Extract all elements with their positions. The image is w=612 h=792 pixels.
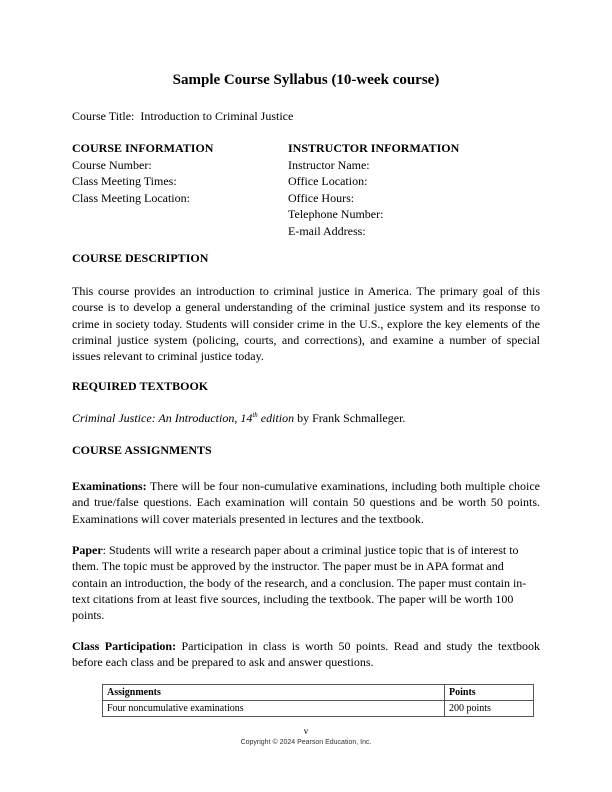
office-hours-field: Office Hours: [288,190,355,205]
examinations-text: There will be four non-cumulative examinations, including both multiple choice and true/false questions. Each examination will contain 50 questions and be worth 50 points. Examinations will cover materials presented in lectures and the textbook. [72,479,540,526]
table-row [103,701,534,717]
course-information [72,140,213,206]
textbook-edition-word: edition [257,411,295,425]
assignments-table [102,684,534,717]
course-information-heading: COURSE INFORMATION [72,141,214,155]
course-description-text: This course provides an introduction to criminal justice in America. The primary goal of this course is to develop a general understanding of the criminal justice system and its response to crime in society today. Students will consider crime in the U.S., explore the key elements of the criminal justice system (policing, courts, and corrections), and examine a number of special issues relevant to criminal justice today. [72,284,540,364]
instructor-information-heading: INSTRUCTOR INFORMATION [288,141,460,155]
page-title: Sample Course Syllabus (10-week course) [172,72,440,88]
paper-text: : Students will write a research paper about a criminal justice topic that is of interest to them. The topic must be approved by the instructor. The paper must be in APA format and contain an introduction, the body of the research, and a conclusion. The paper must contain in-text citations from at least five sources, including the textbook. The paper will be worth 100 points. [72,543,527,623]
paper-paragraph [72,542,542,623]
points-cell: 200 points [445,701,534,717]
course-title-label: Course Title: [72,109,135,123]
course-assignments-heading: COURSE ASSIGNMENTS [72,443,212,457]
email-address-field: E-mail Address: [288,223,366,238]
participation-text: Participation in class is worth 50 points. Read and study the textbook before each class and be prepared to ask and answer questions. [72,639,540,670]
textbook-author: by Frank Schmalleger. [294,411,406,425]
textbook-edition-suffix: th [252,411,258,419]
required-textbook-heading: REQUIRED TEXTBOOK [72,379,209,393]
telephone-number-field: Telephone Number: [288,207,384,221]
required-textbook-citation [72,411,405,426]
examinations-paragraph [72,478,540,527]
office-location-field: Office Location: [288,174,368,188]
course-title-value: Introduction to Criminal Justice [140,109,294,123]
points-column-header: Points [445,685,534,701]
instructor-name-field: Instructor Name: [288,157,370,172]
paper-label: Paper [72,543,103,557]
participation-label: Class Participation: [72,639,177,653]
textbook-title: Criminal Justice: An Introduction, 14 [72,411,253,425]
course-description-heading: COURSE DESCRIPTION [72,251,209,265]
copyright-notice: Copyright © 2024 Pearson Education, Inc. [240,739,372,746]
course-title-line [72,109,293,124]
class-meeting-times-field: Class Meeting Times: [72,174,177,188]
assignment-cell: Four noncumulative examinations [103,701,445,717]
participation-paragraph [72,638,540,671]
page-number: v [303,726,309,736]
instructor-information [288,140,459,239]
table-header-row [103,685,534,701]
assignments-column-header: Assignments [103,685,445,701]
class-meeting-location-field: Class Meeting Location: [72,190,190,205]
examinations-label: Examinations: [72,479,147,493]
course-number-field: Course Number: [72,157,152,172]
